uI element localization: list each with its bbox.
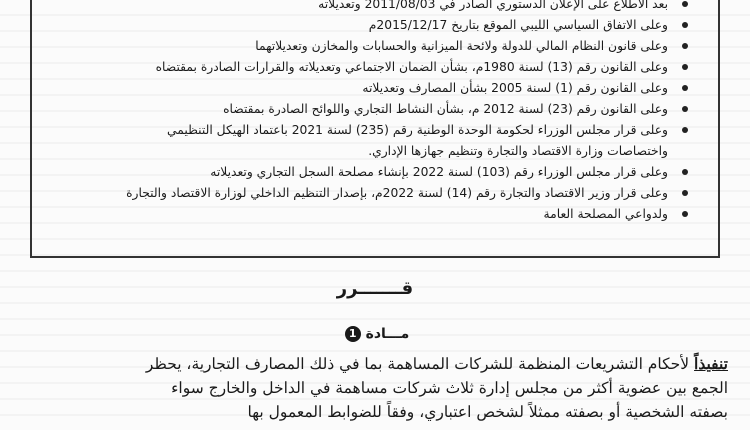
article-body-line: الجمع بين عضوية أكثر من مجلس إدارة ثلاث شركات مساهمة في الداخل والخارج سواء: [171, 379, 728, 397]
preamble-item-text: وعلى القانون رقم (23) لسنة 2012 م، بشأن النشاط التجاري واللوائح الصادرة بمقتضاه: [223, 102, 668, 116]
article-heading: [0, 326, 750, 342]
article-label: مـــادة: [365, 326, 410, 342]
preamble-item-text: وعلى قرار مجلس الوزراء رقم (103) لسنة 2022 بإنشاء مصلحة السجل التجاري وتعديلاته: [210, 165, 668, 179]
decree-heading: قـــــــرر: [336, 278, 414, 299]
preamble-item-text: وعلى الاتفاق السياسي الليبي الموقع بتاريخ 2015/12/17م: [368, 18, 668, 32]
preamble-item-text: بعد الاطلاع على الإعلان الدستوري الصادر في 2011/08/03 وتعديلاته: [318, 0, 668, 11]
article-body-line: [18, 352, 728, 376]
preamble-item: [70, 36, 690, 57]
preamble-item: [70, 0, 690, 15]
bullet-icon: [682, 190, 688, 196]
article-body: [18, 352, 728, 424]
preamble-list: [70, 0, 690, 225]
bullet-icon: [682, 106, 688, 112]
bullet-icon: [682, 169, 688, 175]
preamble-item: [70, 162, 690, 183]
preamble-item-text: ولدواعي المصلحة العامة: [543, 207, 668, 221]
preamble-item: [70, 57, 690, 78]
preamble-item: [70, 183, 690, 204]
bullet-icon: [682, 1, 688, 7]
bullet-icon: [682, 211, 688, 217]
preamble-item: [70, 78, 690, 99]
article-body-lead: تنفيذاً: [694, 354, 728, 373]
article-number-badge: 1: [345, 326, 361, 342]
preamble-item-text: وعلى القانون رقم (1) لسنة 2005 بشأن المصارف وتعديلاته: [362, 81, 668, 95]
preamble-item: [70, 204, 690, 225]
preamble-item-text: وعلى قانون النظام المالي للدولة ولائحة الميزانية والحسابات والمخازن وتعديلاتهما: [255, 39, 668, 53]
preamble-item: [70, 120, 690, 141]
bullet-icon: [682, 64, 688, 70]
bullet-icon: [682, 43, 688, 49]
preamble-item-text: وعلى قرار مجلس الوزراء لحكومة الوحدة الوطنية رقم (235) لسنة 2021 باعتماد الهيكل التنظيمي: [167, 123, 668, 137]
preamble-item-text: وعلى القانون رقم (13) لسنة 1980م، بشأن الضمان الاجتماعي وتعديلاته والقرارات الصادرة بمقتضاه: [155, 60, 668, 74]
preamble-item-text: وعلى قرار وزير الاقتصاد والتجارة رقم (14) لسنة 2022م، بإصدار التنظيم الداخلي لوزارة الاقتصاد والتجارة: [126, 186, 668, 200]
preamble-item: [70, 15, 690, 36]
preamble-item: [70, 99, 690, 120]
article-body-text: لأحكام التشريعات المنظمة للشركات المساهمة بما في ذلك المصارف التجارية، يحظر: [145, 355, 690, 373]
preamble-item: [70, 141, 690, 162]
preamble-item-text: واختصاصات وزارة الاقتصاد والتجارة وتنظيم جهازها الإداري.: [368, 144, 668, 158]
bullet-icon: [682, 85, 688, 91]
bullet-icon: [682, 22, 688, 28]
article-body-line: بصفته الشخصية أو بصفته ممثلاً لشخص اعتباري، وفقاً للضوابط المعمول بها: [247, 403, 728, 421]
bullet-icon: [682, 127, 688, 133]
